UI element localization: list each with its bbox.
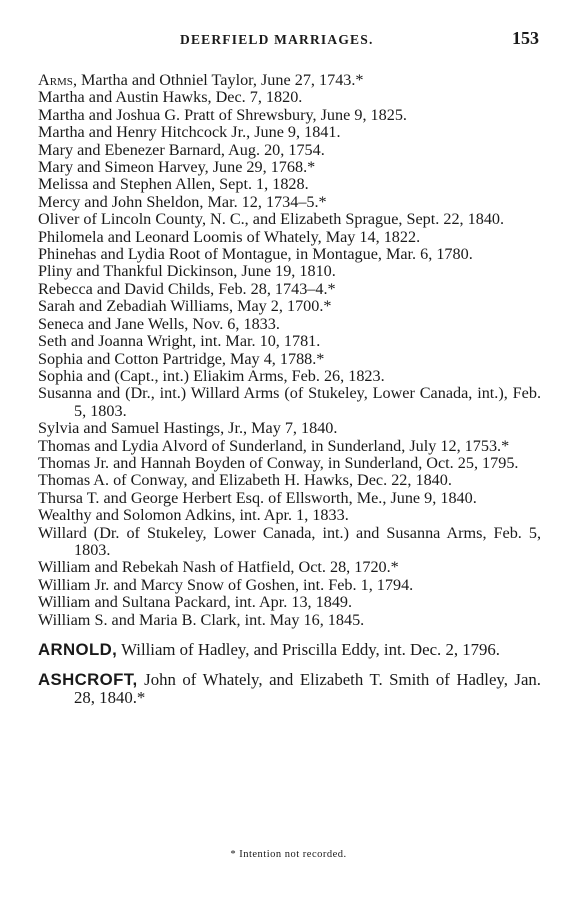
entry-surname-arms: Arms: [38, 71, 73, 89]
entry: Mary and Ebenezer Barnard, Aug. 20, 1754.: [38, 140, 325, 159]
entry-text: , Martha and Othniel Taylor, June 27, 1743.*: [72, 71, 364, 89]
entry: William Jr. and Marcy Snow of Goshen, int. Feb. 1, 1794.: [38, 575, 414, 594]
entry-arms-first: [38, 72, 541, 89]
entry: Seneca and Jane Wells, Nov. 6, 1833.: [38, 314, 280, 333]
entry: Oliver of Lincoln County, N. C., and Elizabeth Sprague, Sept. 22, 1840.: [38, 210, 505, 229]
entry: Wealthy and Solomon Adkins, int. Apr. 1, 1833.: [38, 506, 349, 525]
entry-text: John of Whately, and Elizabeth T. Smith of Hadley, Jan. 28, 1840.*: [74, 670, 541, 707]
entry: Sophia and Cotton Partridge, May 4, 1788.*: [38, 349, 325, 368]
entry: Sylvia and Samuel Hastings, Jr., May 7, 1840.: [38, 419, 338, 438]
entry: Martha and Henry Hitchcock Jr., June 9, 1841.: [38, 123, 341, 142]
entry: Phinehas and Lydia Root of Montague, in Montague, Mar. 6, 1780.: [38, 245, 473, 264]
entry: Willard (Dr. of Stukeley, Lower Canada, int.) and Susanna Arms, Feb. 5, 1803.: [38, 523, 541, 559]
entry: Martha and Austin Hawks, Dec. 7, 1820.: [38, 88, 303, 107]
entry: Melissa and Stephen Allen, Sept. 1, 1828.: [38, 175, 309, 194]
entry: Thomas A. of Conway, and Elizabeth H. Hawks, Dec. 22, 1840.: [38, 471, 452, 490]
entry-arnold: [38, 641, 541, 659]
running-head: DEERFIELD MARRIAGES.: [180, 32, 374, 47]
entry-surname-ashcroft: ASHCROFT,: [38, 670, 138, 689]
entry: Rebecca and David Childs, Feb. 28, 1743–4.*: [38, 279, 336, 298]
entry-ashcroft: [38, 671, 541, 707]
entry: William S. and Maria B. Clark, int. May 16, 1845.: [38, 610, 365, 629]
entry: Seth and Joanna Wright, int. Mar. 10, 1781.: [38, 332, 321, 351]
entry: Pliny and Thankful Dickinson, June 19, 1810.: [38, 262, 336, 281]
entry: Thomas Jr. and Hannah Boyden of Conway, in Sunderland, Oct. 25, 1795.: [38, 453, 519, 472]
entry: Susanna and (Dr., int.) Willard Arms (of Stukeley, Lower Canada, int.), Feb. 5, 1803.: [38, 384, 541, 420]
entry: Thursa T. and George Herbert Esq. of Ellsworth, Me., June 9, 1840.: [38, 488, 477, 507]
entry: Thomas and Lydia Alvord of Sunderland, in Sunderland, July 12, 1753.*: [38, 436, 510, 455]
entry: William and Sultana Packard, int. Apr. 13, 1849.: [38, 593, 353, 612]
entry: Sophia and (Capt., int.) Eliakim Arms, Feb. 26, 1823.: [38, 366, 385, 385]
entry-surname-arnold: ARNOLD,: [38, 640, 118, 659]
entry: William and Rebekah Nash of Hatfield, Oct. 28, 1720.*: [38, 558, 399, 577]
entry: Philomela and Leonard Loomis of Whately, May 14, 1822.: [38, 227, 421, 246]
entry: Mary and Simeon Harvey, June 29, 1768.*: [38, 158, 316, 177]
entry: Mercy and John Sheldon, Mar. 12, 1734–5.*: [38, 192, 327, 211]
entry: Sarah and Zebadiah Williams, May 2, 1700.*: [38, 297, 332, 316]
entry-text: William of Hadley, and Priscilla Eddy, int. Dec. 2, 1796.: [117, 640, 500, 659]
footnote: * Intention not recorded.: [230, 849, 347, 860]
page-number: 153: [512, 28, 539, 48]
marriage-entries: [38, 72, 541, 707]
entry: Martha and Joshua G. Pratt of Shrewsbury, June 9, 1825.: [38, 105, 407, 124]
